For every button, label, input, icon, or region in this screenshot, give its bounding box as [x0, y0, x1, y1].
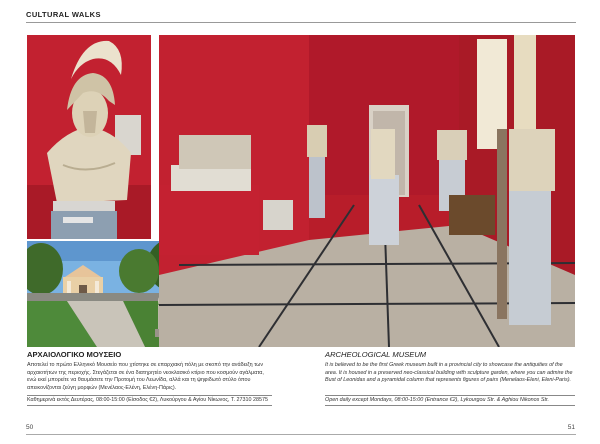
greek-caption: [27, 350, 272, 392]
greek-opening-hours: Καθημερινά εκτός Δευτέρας, 08:00-15:00 (Είσοδος €2), Λυκούργου & Αγίου Νίκωνος, Τ. 27310 28575: [27, 397, 269, 403]
page-number-left: 50: [26, 424, 34, 431]
english-hours-rule-bottom: [325, 405, 575, 406]
page-number-right: 51: [567, 424, 575, 431]
english-caption-title: ARCHEOLOGICAL MUSEUM: [325, 350, 427, 359]
greek-hours-rule-top: [27, 395, 272, 396]
footer-rule: [26, 434, 576, 435]
english-caption: [325, 350, 575, 385]
english-hours-rule-top: [325, 395, 575, 396]
header-rule: [26, 22, 576, 23]
section-header: CULTURAL WALKS: [26, 10, 101, 19]
greek-caption-title: ΑΡΧΑΙΟΛΟΓΙΚΟ ΜΟΥΣΕΙΟ: [27, 350, 122, 359]
gallery-interior-photo: [159, 35, 575, 347]
english-caption-body: It is believed to be the first Greek museum built in a provincial city to showcase the antiquities of the area. It is housed in a preserved neo-classical building with sculpture garden, where you can admire the Bust of Leonidas and a pyramidal column that represents figures of pairs (Menelaos-Eleni, Eleni-Paris).: [325, 362, 573, 384]
english-opening-hours: Open daily except Mondays, 08:00-15:00 (Entrance €2), Lykourgou Str. & Aghiou Nikonos Str.: [325, 397, 550, 403]
greek-caption-body: Αποτελεί το πρώτο Ελληνικό Μουσείο που χτίστηκε σε επαρχιακή πόλη με σκοπό την ανάδειξη των αρχαιοτήτων της περιοχής. Στεγάζεται σε ένα διατηρητέο νεοκλασικό κτίριο που κοσμούν αγάλματα, ενώ εκεί μπορείτε να θαυμάσετε την Προτομή του Λεωνίδα, αλλά και τη ψηφιδωτό στύλο όπου απεικονίζονται ζεύγη μορφών (Μενέλαος-Ελένη, Ελένη-Πάρις).: [27, 362, 264, 391]
bust-photo: [27, 35, 151, 239]
greek-hours-rule-bottom: [27, 405, 272, 406]
